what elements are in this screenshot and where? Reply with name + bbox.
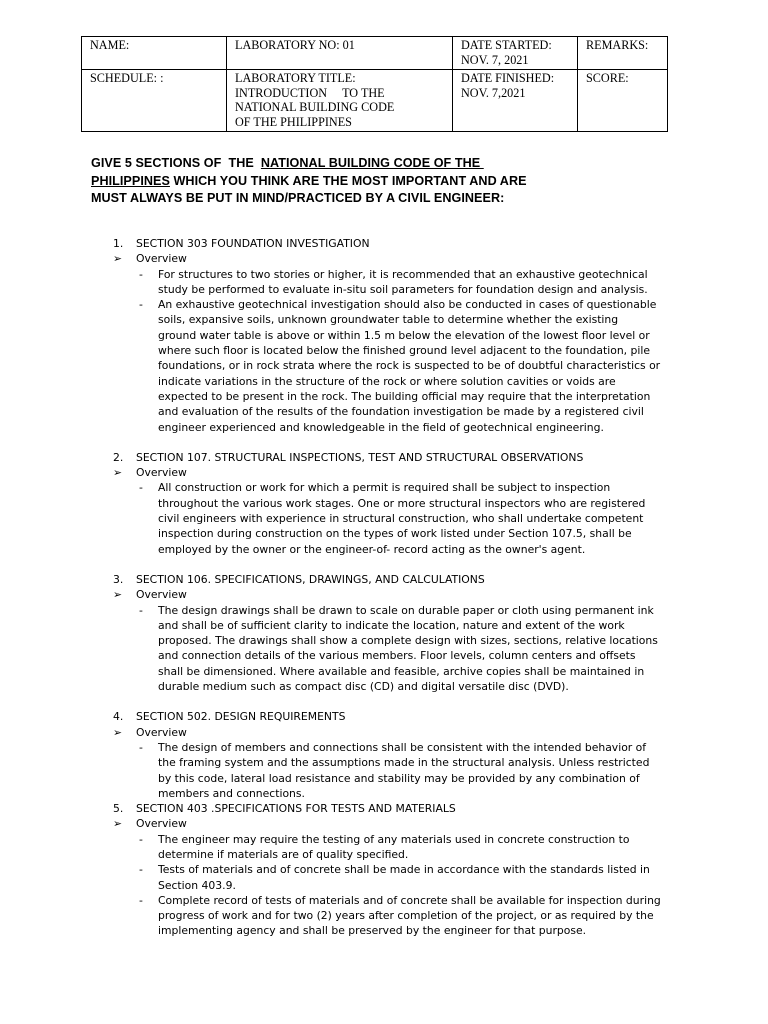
schedule-cell bbox=[82, 70, 227, 132]
bullet-line: engineer experienced and knowledgeable in the field of geotechnical engineering. bbox=[158, 420, 604, 434]
bullet-line: members and connections. bbox=[158, 786, 305, 800]
bullet-item bbox=[0, 862, 680, 893]
overview-label: Overview bbox=[136, 588, 187, 602]
arrow-bullet-icon: ➢ bbox=[113, 817, 123, 831]
overview-label: Overview bbox=[136, 817, 187, 831]
header-row-2 bbox=[82, 70, 668, 132]
score-label: SCORE: bbox=[586, 71, 629, 85]
schedule-label: SCHEDULE: : bbox=[90, 71, 164, 85]
name-label: NAME: bbox=[90, 38, 130, 52]
arrow-bullet-icon: ➢ bbox=[113, 252, 123, 266]
bullet-item bbox=[0, 267, 680, 298]
bullet-item bbox=[0, 480, 680, 556]
bullet-line: study be performed to evaluate in-situ soil parameters for foundation design and analysis. bbox=[158, 282, 648, 296]
question-part-2: WHICH YOU THINK ARE THE MOST IMPORTANT AND ARE bbox=[169, 173, 527, 188]
overview-row bbox=[0, 725, 768, 740]
bullet-line: The design drawings shall be drawn to scale on durable paper or cloth using permanent ink bbox=[158, 603, 654, 617]
bullet-line: An exhaustive geotechnical investigation should also be conducted in cases of questionable bbox=[158, 298, 657, 312]
name-cell bbox=[82, 37, 227, 70]
remarks-label: REMARKS: bbox=[586, 38, 649, 52]
bullet-item bbox=[0, 603, 680, 695]
bullet-line: employed by the owner or the engineer-of- record acting as the owner's agent. bbox=[158, 542, 586, 556]
date-finished-value: NOV. 7,2021 bbox=[461, 85, 526, 100]
sections-list bbox=[0, 236, 768, 939]
section-item bbox=[0, 572, 768, 694]
bullet-line: durable medium such as compact disc (CD) and digital versatile disc (DVD). bbox=[158, 680, 569, 694]
bullet-line: determine if materials are of quality specified. bbox=[158, 847, 409, 861]
section-title-row bbox=[0, 236, 768, 251]
section-number: 1. bbox=[113, 237, 124, 250]
dash-bullet-icon: - bbox=[139, 481, 143, 495]
section-title-row bbox=[0, 572, 768, 587]
arrow-bullet-icon: ➢ bbox=[113, 725, 123, 739]
section-item bbox=[0, 801, 768, 939]
dash-bullet-icon: - bbox=[139, 832, 143, 846]
overview-row bbox=[0, 587, 768, 602]
bullet-line: and evaluation of the results of the foundation investigation be made by a registered civil bbox=[158, 405, 644, 419]
bullet-line: inspection during construction on the types of work listed under Section 107.5, shall be bbox=[158, 527, 632, 541]
bullet-line: throughout the various work stages. One or more structural inspectors who are registered bbox=[158, 496, 646, 510]
section-item bbox=[0, 450, 768, 557]
dash-bullet-icon: - bbox=[139, 740, 143, 754]
bullet-line: the framing system and the assumptions made in the structural analysis. Unless restricted bbox=[158, 756, 650, 770]
section-number: 3. bbox=[113, 572, 124, 586]
question-line-1 bbox=[91, 155, 691, 173]
dash-bullet-icon: - bbox=[139, 863, 143, 877]
section-title: SECTION 502. DESIGN REQUIREMENTS bbox=[136, 710, 346, 724]
lab-title-line: NATIONAL BUILDING CODE bbox=[235, 100, 395, 114]
overview-label: Overview bbox=[136, 466, 187, 480]
section-title-row bbox=[0, 709, 768, 724]
section-title-row bbox=[0, 801, 768, 816]
bullet-line: Tests of materials and of concrete shall be made in accordance with the standards listed in bbox=[158, 863, 650, 877]
question-line-3: MUST ALWAYS BE PUT IN MIND/PRACTICED BY A CIVIL ENGINEER: bbox=[91, 191, 505, 205]
bullet-line: The engineer may require the testing of any materials used in concrete construction to bbox=[158, 832, 630, 846]
bullet-line: The design of members and connections shall be consistent with the intended behavior of bbox=[158, 740, 647, 754]
date-finished-cell bbox=[453, 70, 578, 132]
bullet-line: soils, expansive soils, unknown groundwater table to determine whether the existing bbox=[158, 313, 619, 327]
section-spacer bbox=[0, 694, 768, 709]
lab-title-line: LABORATORY TITLE: bbox=[235, 71, 356, 85]
lab-no: LABORATORY NO: 01 bbox=[235, 38, 355, 52]
section-spacer bbox=[0, 435, 768, 450]
section-number: 2. bbox=[113, 450, 124, 464]
section-item bbox=[0, 236, 768, 435]
bullet-line: foundations, or in rock strata where the rock is suspected to be of doubtful characteristics or bbox=[158, 359, 661, 373]
question-heading bbox=[91, 155, 691, 208]
dash-bullet-icon: - bbox=[139, 298, 143, 312]
bullet-line: and shall be of sufficient clarity to indicate the location, nature and extent of the work bbox=[158, 618, 625, 632]
lab-title-line: OF THE PHILIPPINES bbox=[235, 114, 352, 129]
lab-title-cell bbox=[227, 70, 453, 132]
section-title: SECTION 403 .SPECIFICATIONS FOR TESTS AND MATERIALS bbox=[136, 802, 456, 816]
section-number: 4. bbox=[113, 710, 124, 724]
bullet-line: All construction or work for which a permit is required shall be subject to inspection bbox=[158, 481, 611, 495]
bullet-line: Complete record of tests of materials and of concrete shall be available for inspection during bbox=[158, 893, 661, 907]
bullet-item bbox=[0, 832, 680, 863]
score-cell bbox=[578, 70, 668, 132]
arrow-bullet-icon: ➢ bbox=[113, 588, 123, 602]
bullet-line: Section 403.9. bbox=[158, 878, 236, 892]
bullet-line: civil engineers with experience in structural construction, who shall undertake competent bbox=[158, 512, 644, 526]
bullet-line: and connection details of the various members. Floor levels, column centers and offsets bbox=[158, 649, 636, 663]
overview-row bbox=[0, 251, 768, 266]
dash-bullet-icon: - bbox=[139, 893, 143, 907]
section-item bbox=[0, 709, 768, 801]
question-part-1: GIVE 5 SECTIONS OF THE bbox=[91, 156, 261, 170]
bullet-line: proposed. The drawings shall show a complete design with sizes, sections, relative locations bbox=[158, 634, 658, 648]
bullet-line: expected to be present in the rock. The building official may require that the interpretation bbox=[158, 389, 651, 403]
overview-label: Overview bbox=[136, 725, 187, 739]
header-table bbox=[81, 36, 668, 132]
header-row-1 bbox=[82, 37, 668, 70]
date-started-value: NOV. 7, 2021 bbox=[461, 52, 529, 67]
lab-title-line: INTRODUCTION TO THE bbox=[235, 85, 385, 100]
section-title-row bbox=[0, 450, 768, 465]
bullet-line: indicate variations in the structure of the rock or where solution cavities or voids are bbox=[158, 374, 616, 388]
overview-row bbox=[0, 816, 768, 831]
date-finished-label: DATE FINISHED: bbox=[461, 71, 555, 85]
section-title: SECTION 106. SPECIFICATIONS, DRAWINGS, AND CALCULATIONS bbox=[136, 572, 485, 586]
date-started-cell bbox=[453, 37, 578, 70]
bullet-line: by this code, lateral load resistance and stability may be provided by any combination of bbox=[158, 771, 640, 785]
bullet-line: For structures to two stories or higher, it is recommended that an exhaustive geotechnical bbox=[158, 267, 648, 281]
question-underlined-2: PHILIPPINES bbox=[91, 173, 170, 188]
section-title: SECTION 303 FOUNDATION INVESTIGATION bbox=[136, 237, 370, 250]
remarks-cell bbox=[578, 37, 668, 70]
bullet-item bbox=[0, 740, 680, 801]
bullet-item bbox=[0, 893, 680, 939]
bullet-line: where such floor is located below the finished ground level adjacent to the foundation, pile bbox=[158, 344, 651, 358]
dash-bullet-icon: - bbox=[139, 603, 143, 617]
bullet-line: progress of work and for two (2) years after completion of the project, or as required by the bbox=[158, 909, 654, 923]
overview-row bbox=[0, 465, 768, 480]
dash-bullet-icon: - bbox=[139, 267, 143, 281]
date-started-label: DATE STARTED: bbox=[461, 38, 552, 52]
section-number: 5. bbox=[113, 802, 124, 816]
bullet-line: implementing agency and shall be preserved by the engineer for that purpose. bbox=[158, 924, 587, 938]
bullet-line: ground water table is above or within 1.5 m below the elevation of the lowest floor level or bbox=[158, 328, 650, 342]
overview-label: Overview bbox=[136, 252, 187, 266]
bullet-item bbox=[0, 297, 680, 435]
lab-no-cell bbox=[227, 37, 453, 70]
bullet-line: shall be dimensioned. Where available and feasible, archive copies shall be maintained in bbox=[158, 664, 645, 678]
section-spacer bbox=[0, 557, 768, 572]
section-title: SECTION 107. STRUCTURAL INSPECTIONS, TEST AND STRUCTURAL OBSERVATIONS bbox=[136, 450, 584, 464]
arrow-bullet-icon: ➢ bbox=[113, 466, 123, 480]
question-underlined-1: NATIONAL BUILDING CODE OF THE bbox=[260, 156, 484, 170]
question-line-2 bbox=[91, 173, 691, 191]
